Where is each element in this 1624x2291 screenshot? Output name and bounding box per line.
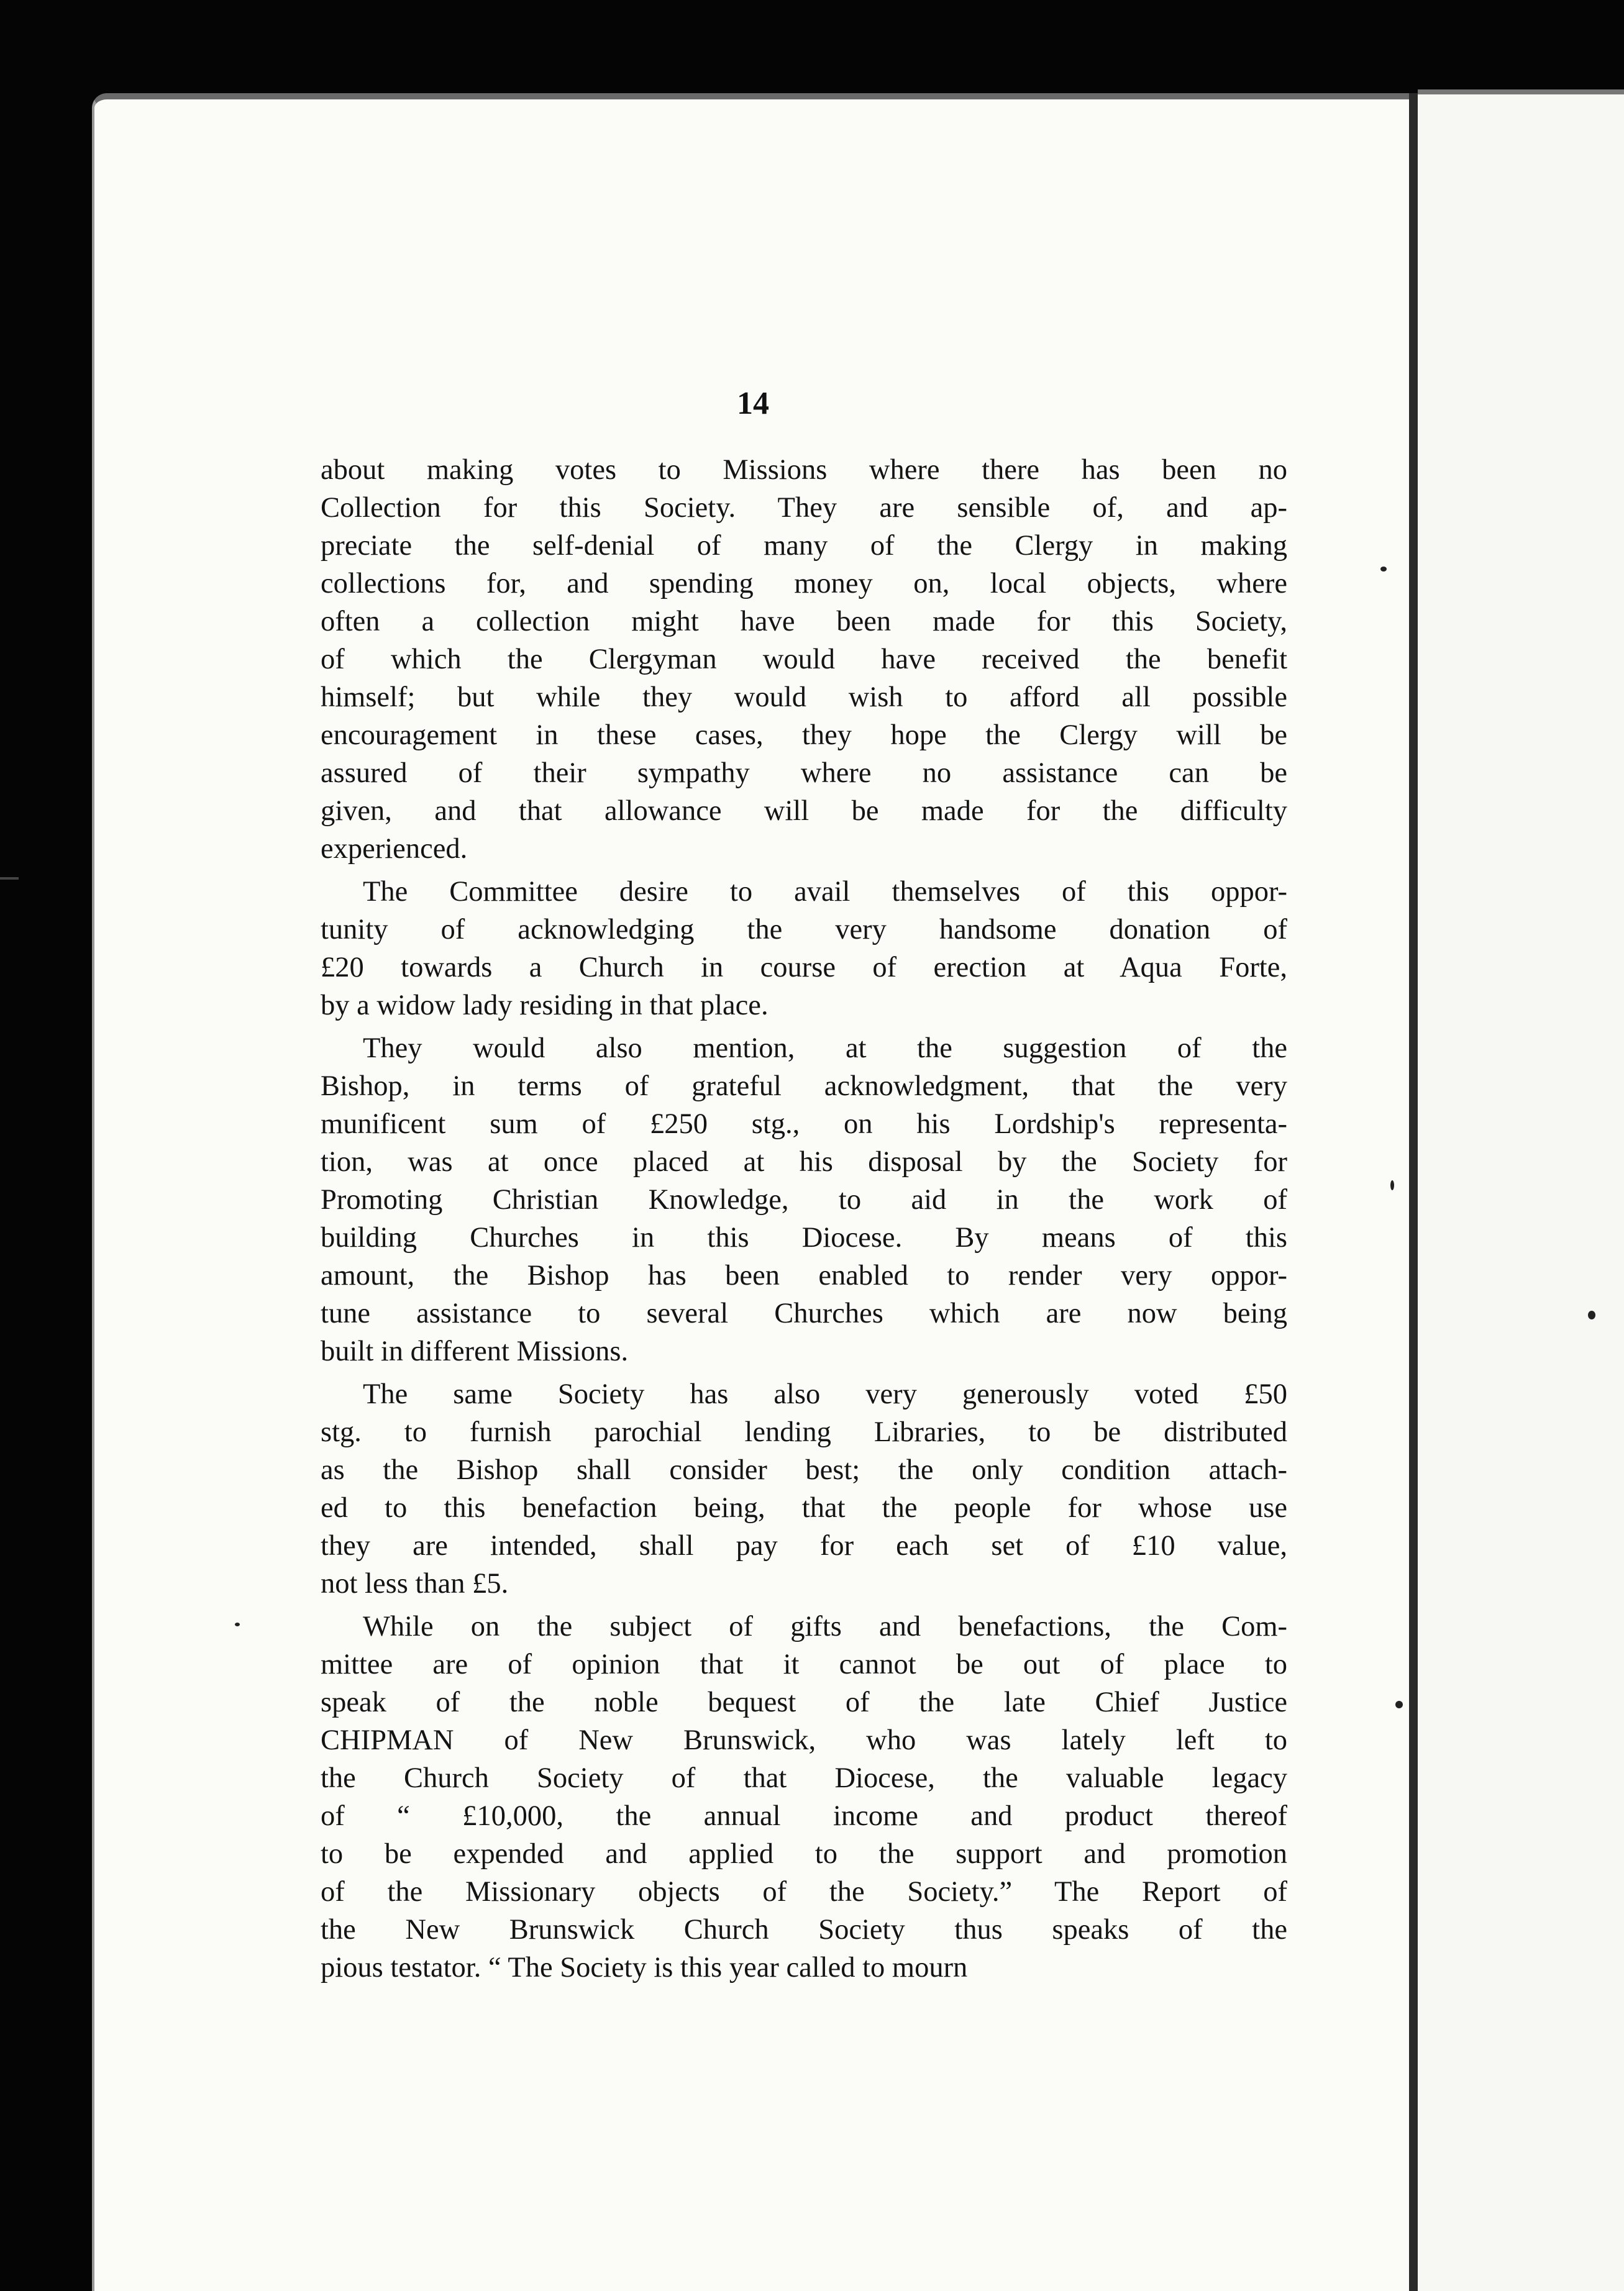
text-line: given, and that allowance will be made for the difficulty: [321, 795, 1287, 827]
scan-speck: [1395, 1701, 1403, 1708]
scan-speck: [1588, 1311, 1595, 1319]
text-line: the Church Society of that Diocese, the valuable legacy: [321, 1762, 1287, 1794]
text-line: encouragement in these cases, they hope the Clergy will be: [321, 719, 1287, 751]
text-line: as the Bishop shall consider best; the only condition attach-: [321, 1454, 1287, 1486]
text-line: £20 towards a Church in course of erection at Aqua Forte,: [321, 952, 1287, 983]
text-line: himself; but while they would wish to afford all possible: [321, 681, 1287, 713]
scan-speck: [1380, 567, 1387, 572]
page-number: 14: [737, 386, 769, 421]
paragraph: [321, 451, 1287, 868]
facing-page-edge: [1418, 89, 1624, 2291]
text-line: they are intended, shall pay for each set of £10 value,: [321, 1530, 1287, 1562]
text-line: of “ £10,000, the annual income and product thereof: [321, 1800, 1287, 1832]
text-line: stg. to furnish parochial lending Libraries, to be distributed: [321, 1416, 1287, 1448]
text-line: munificent sum of £250 stg., on his Lordship's representa-: [321, 1108, 1287, 1140]
text-line: experienced.: [321, 833, 468, 865]
paragraph: [321, 1375, 1287, 1603]
text-line: the New Brunswick Church Society thus speaks of the: [321, 1914, 1287, 1946]
text-line: by a widow lady residing in that place.: [321, 990, 769, 1021]
paragraph: [321, 1608, 1287, 1987]
scan-edge-mark: [0, 877, 19, 880]
text-line: While on the subject of gifts and benefactions, the Com-: [363, 1611, 1287, 1642]
body-text: [321, 451, 1287, 1992]
text-line: The same Society has also very generously voted £50: [363, 1378, 1287, 1410]
text-line: amount, the Bishop has been enabled to render very oppor-: [321, 1260, 1287, 1291]
text-line: about making votes to Missions where there has been no: [321, 454, 1287, 486]
book-page: [92, 93, 1409, 2291]
text-line: pious testator. “ The Society is this year called to mourn: [321, 1952, 968, 1984]
text-line: collections for, and spending money on, local objects, where: [321, 568, 1287, 599]
scan-speck: [235, 1623, 240, 1626]
scan-speck: [1390, 1180, 1394, 1190]
text-line: building Churches in this Diocese. By means of this: [321, 1222, 1287, 1254]
text-line: assured of their sympathy where no assistance can be: [321, 757, 1287, 789]
text-line: tunity of acknowledging the very handsome donation of: [321, 914, 1287, 945]
text-line: often a collection might have been made for this Society,: [321, 606, 1287, 637]
text-line: to be expended and applied to the support and promotion: [321, 1838, 1287, 1870]
text-line: built in different Missions.: [321, 1336, 629, 1367]
text-line: The Committee desire to avail themselves of this oppor-: [363, 876, 1287, 908]
text-line: of the Missionary objects of the Society.” The Report of: [321, 1876, 1287, 1908]
text-line: Bishop, in terms of grateful acknowledgment, that the very: [321, 1070, 1287, 1102]
text-line: Promoting Christian Knowledge, to aid in the work of: [321, 1184, 1287, 1216]
paragraph: [321, 1029, 1287, 1370]
text-line: tune assistance to several Churches which are now being: [321, 1298, 1287, 1329]
text-line: speak of the noble bequest of the late Chief Justice: [321, 1687, 1287, 1718]
text-line: of which the Clergyman would have received the benefit: [321, 644, 1287, 675]
text-line: They would also mention, at the suggestion of the: [363, 1032, 1287, 1064]
text-line: CHIPMAN of New Brunswick, who was lately left to: [321, 1724, 1287, 1756]
text-line: preciate the self-denial of many of the Clergy in making: [321, 530, 1287, 562]
text-line: not less than £5.: [321, 1568, 509, 1600]
paragraph: [321, 873, 1287, 1024]
page-gutter: [1409, 93, 1418, 2291]
text-line: ed to this benefaction being, that the people for whose use: [321, 1492, 1287, 1524]
text-line: mittee are of opinion that it cannot be out of place to: [321, 1649, 1287, 1680]
text-line: Collection for this Society. They are sensible of, and ap-: [321, 492, 1287, 524]
text-line: tion, was at once placed at his disposal by the Society for: [321, 1146, 1287, 1178]
